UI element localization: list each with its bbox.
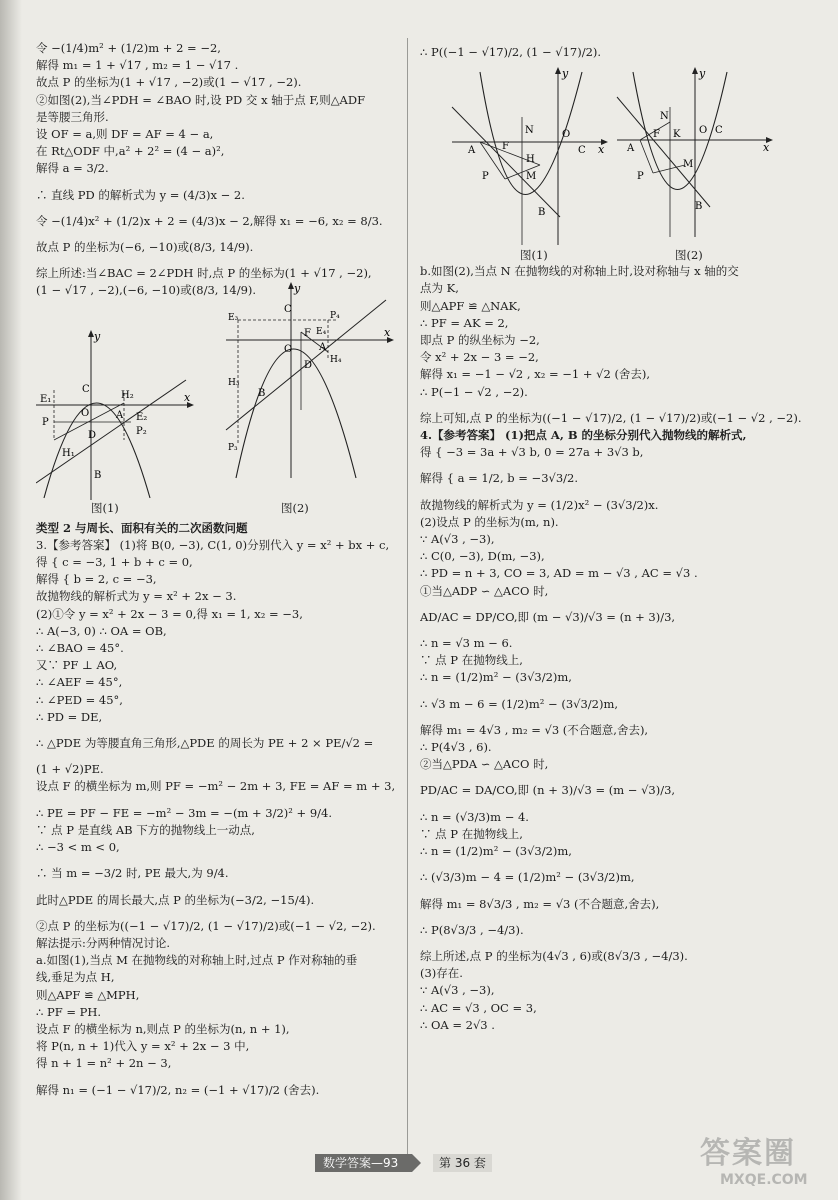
fig2-label: P₃: [228, 442, 238, 453]
text-line: 得 { −3 = 3a + √3 b, 0 = 27a + 3√3 b,: [420, 445, 644, 460]
text-line: (2)设点 P 的坐标为(m, n).: [420, 514, 559, 529]
fig1-label: O: [81, 407, 90, 419]
text-line: ∴ P(−1 − √2 , −2).: [420, 384, 528, 399]
text-line: 解得 m₁ = 4√3 , m₂ = √3 (不合题意,舍去),: [420, 722, 649, 737]
text-line: 解得 n₁ = (−1 − √17)/2, n₂ = (−1 + √17)/2 (舍去).: [36, 1082, 320, 1097]
text-line: ∴ n = (1/2)m² − (3√3/2)m,: [420, 844, 572, 859]
text-line: 解得 m₁ = 8√3/3 , m₂ = √3 (不合题意,舍去),: [420, 896, 660, 911]
fig2-label: O: [284, 343, 293, 355]
text-line: ∴ n = √3 m − 6.: [420, 636, 513, 651]
text-line: ∴ n = (√3/3)m − 4.: [420, 809, 529, 824]
text-line: 故点 P 的坐标为(1 + √17 , −2)或(1 − √17 , −2).: [36, 75, 302, 90]
rfig1-label: N: [525, 125, 534, 137]
text-line: ∴ △PDE 为等腰直角三角形,△PDE 的周长为 PE + 2 × PE/√2 =: [36, 736, 374, 751]
left-column: [36, 40, 396, 1099]
text-line: 综上所述,点 P 的坐标为(4√3 , 6)或(8√3/3 , −4/3).: [420, 948, 688, 963]
text-line: 解得 { a = 1/2, b = −3√3/2.: [420, 471, 579, 486]
text-line: ∵ 点 P 在抛物线上,: [420, 653, 523, 668]
text-line: ∴ P((−1 − √17)/2, (1 − √17)/2).: [420, 45, 602, 59]
text-line: 故点 P 的坐标为(−6, −10)或(8/3, 14/9).: [36, 240, 254, 255]
text-line: ∴ (√3/3)m − 4 = (1/2)m² − (3√3/2)m,: [420, 870, 635, 885]
text-line: 点为 K,: [420, 281, 459, 296]
figure-1-right-diagram: [450, 67, 610, 247]
text-line: ∴ AC = √3 , OC = 3,: [420, 1000, 537, 1015]
text-line: ∵ A(√3 , −3),: [420, 532, 495, 547]
column-divider: [407, 38, 408, 1158]
rfig1-label: C: [578, 145, 586, 157]
fig1-label: P: [42, 416, 49, 428]
text-line: 得 n + 1 = n² + 2n − 3,: [36, 1056, 172, 1071]
text-line: ∴ C(0, −3), D(m, −3),: [420, 549, 545, 564]
text-line: a.如图(1),当点 M 在抛物线的对称轴上时,过点 P 作对称轴的垂: [36, 953, 358, 968]
text-line: 故抛物线的解析式为 y = x² + 2x − 3.: [36, 589, 237, 604]
fig1-label: C: [82, 383, 90, 395]
text-line: 此时△PDE 的周长最大,点 P 的坐标为(−3/2, −15/4).: [36, 892, 315, 907]
text-line: 线,垂足为点 H,: [36, 970, 115, 985]
fig2-label: E₄: [316, 326, 327, 337]
text-line: ∴ P(4√3 , 6).: [420, 740, 492, 755]
fig1-label: B: [94, 469, 102, 481]
text-line: 设点 F 的横坐标为 m,则 PF = −m² − 2m + 3, FE = AF = m + 3,: [36, 779, 396, 794]
text-line: 将 P(n, n + 1)代入 y = x² + 2x − 3 中,: [36, 1039, 250, 1054]
text-line: PD/AC = DA/CO,即 (n + 3)/√3 = (m − √3)/3,: [420, 783, 676, 798]
fig1-label: H₂: [121, 389, 134, 401]
page-footer: [315, 1154, 515, 1172]
text-line: ∴ OA = 2√3 .: [420, 1017, 495, 1032]
text-line: 设点 F 的横坐标为 n,则点 P 的坐标为(n, n + 1),: [36, 1021, 290, 1036]
text-line: ①当△ADP ∽ △ACO 时,: [420, 583, 549, 598]
text-line: (1 − √17 , −2),(−6, −10)或(8/3, 14/9).: [36, 283, 257, 298]
fig1-label: E₁: [40, 393, 52, 405]
text-line: ②如图(2),当∠PDH = ∠BAO 时,设 PD 交 x 轴于点 F,则△ADF: [36, 92, 366, 107]
watermark-url: MXQE.COM: [720, 1172, 808, 1188]
fig1-label: D: [88, 429, 97, 441]
rfig2-label: O: [699, 125, 708, 137]
rfig2-label: F: [653, 129, 660, 141]
answer-heading: 4.【参考答案】 (1)把点 A, B 的坐标分别代入抛物线的解析式,: [420, 428, 747, 443]
text-line: ∴ PD = n + 3, CO = 3, AD = m − √3 , AC = √3 .: [420, 566, 698, 581]
text-line: 又∵ PF ⊥ AO,: [36, 658, 118, 673]
figure-2-caption: 图(2): [281, 500, 309, 515]
text-line: 解得 m₁ = 1 + √17 , m₂ = 1 − √17 .: [36, 58, 239, 73]
rfig1-label: O: [562, 129, 571, 141]
text-line: 故抛物线的解析式为 y = (1/2)x² − (3√3/2)x.: [420, 497, 659, 512]
fig2-label: H₄: [330, 354, 342, 365]
fig1-label-y: y: [94, 329, 101, 343]
rfig2-label-x: x: [763, 141, 770, 155]
text-line: 令 −(1/4)m² + (1/2)m + 2 = −2,: [36, 41, 221, 55]
text-line: 令 x² + 2x − 3 = −2,: [420, 350, 539, 365]
text-line: ∵ A(√3 , −3),: [420, 983, 495, 998]
text-line: ∵ 点 P 是直线 AB 下方的抛物线上一动点,: [36, 822, 255, 837]
rfig1-label-x: x: [598, 143, 605, 157]
text-line: ∴ √3 m − 6 = (1/2)m² − (3√3/2)m,: [420, 696, 619, 711]
text-line: ∵ 点 P 在抛物线上,: [420, 826, 523, 841]
rfig2-label: N: [660, 111, 669, 123]
text-line: ∴ ∠BAO = 45°.: [36, 641, 124, 656]
text-line: b.如图(2),当点 N 在抛物线的对称轴上时,设对称轴与 x 轴的交: [420, 264, 739, 279]
text-line: 解法提示:分两种情况讨论.: [36, 935, 171, 950]
rfig2-label: K: [673, 129, 681, 141]
text-line: (3)存在.: [420, 966, 463, 981]
text-line: 在 Rt△ODF 中,a² + 2² = (4 − a)²,: [36, 144, 225, 159]
page-edge-shadow: [0, 0, 22, 1200]
text-line: ∴ PD = DE,: [36, 709, 103, 724]
text-line: ∴ ∠PED = 45°,: [36, 692, 123, 707]
rfig1-label: M: [526, 171, 537, 183]
fig1-label: H₁: [62, 447, 75, 459]
text-line: 则△APF ≌ △MPH,: [36, 987, 140, 1002]
text-line: ∴ P(8√3/3 , −4/3).: [420, 922, 524, 937]
rfig2-label: M: [683, 159, 694, 171]
text-line: ∴ −3 < m < 0,: [36, 840, 120, 855]
figure-2-right-diagram: [615, 67, 775, 247]
fig2-label-x: x: [384, 325, 391, 339]
figure-1-diagram: [36, 328, 196, 503]
fig2-label: E₃: [228, 312, 239, 323]
text-line: 解得 a = 3/2.: [36, 161, 109, 176]
fig1-label: P₂: [136, 425, 147, 437]
text-line: ∴ PF = PH.: [36, 1004, 102, 1019]
text-line: 得 { c = −3, 1 + b + c = 0,: [36, 555, 193, 570]
fig2-label: C: [284, 303, 292, 315]
fig1-label: A: [116, 409, 124, 421]
rfig2-label: C: [715, 125, 723, 137]
text-line: ∴ ∠AEF = 45°,: [36, 675, 123, 690]
text-line: ∴ 当 m = −3/2 时, PE 最大,为 9/4.: [36, 866, 229, 881]
right-figure-1-caption: 图(1): [520, 248, 548, 263]
fig2-label: A: [319, 341, 327, 353]
text-line: 则△APF ≌ △NAK,: [420, 298, 521, 313]
fig2-label: H₃: [228, 377, 240, 388]
right-figures: [420, 67, 805, 263]
text-line: (1 + √2)PE.: [36, 762, 104, 777]
text-line: 是等腰三角形.: [36, 109, 109, 124]
figure-2-diagram: [216, 280, 396, 480]
rfig1-label: F: [502, 141, 509, 153]
text-line: 3.【参考答案】 (1)将 B(0, −3), C(1, 0)分别代入 y = x² + bx + c,: [36, 537, 390, 552]
right-column: [420, 44, 805, 1034]
footer-page-tag: 数学答案—93: [315, 1154, 412, 1172]
text-line: 解得 x₁ = −1 − √2 , x₂ = −1 + √2 (舍去),: [420, 367, 651, 382]
rfig2-label-y: y: [699, 67, 706, 81]
fig1-label-x: x: [184, 390, 191, 404]
rfig2-label: A: [627, 143, 635, 155]
text-line: ②当△PDA ∽ △ACO 时,: [420, 757, 549, 772]
fig2-label: B: [258, 387, 266, 399]
text-line: 即点 P 的纵坐标为 −2,: [420, 333, 540, 348]
fig2-label: P₄: [330, 310, 340, 321]
text-line: (2)①令 y = x² + 2x − 3 = 0,得 x₁ = 1, x₂ = −3,: [36, 606, 303, 621]
text-line: 解得 { b = 2, c = −3,: [36, 572, 157, 587]
text-line: ∴ PF = AK = 2,: [420, 315, 509, 330]
section-heading: 类型 2 与周长、面积有关的二次函数问题: [36, 520, 248, 535]
rfig1-label: B: [538, 207, 546, 219]
fig2-label: F: [304, 327, 311, 339]
text-line: ∴ PE = PF − FE = −m² − 3m = −(m + 3/2)² + 9/4.: [36, 805, 332, 820]
watermark-logo: [700, 1128, 830, 1188]
text-line: ∴ 直线 PD 的解析式为 y = (4/3)x − 2.: [36, 187, 245, 202]
text-line: ∴ A(−3, 0) ∴ OA = OB,: [36, 623, 167, 638]
text-line: 综上可知,点 P 的坐标为((−1 − √17)/2, (1 − √17)/2)或(−1 − √2 , −2).: [420, 410, 802, 425]
rfig2-label: P: [637, 171, 644, 183]
fig1-label: E₂: [136, 411, 148, 423]
fig2-label-y: y: [294, 281, 301, 295]
rfig1-label: P: [482, 171, 489, 183]
rfig2-label: B: [695, 201, 703, 213]
rfig1-label: H: [526, 154, 535, 166]
text-line: AD/AC = DP/CO,即 (m − √3)/√3 = (n + 3)/3,: [420, 609, 676, 624]
rfig1-label-y: y: [562, 67, 569, 81]
text-line: 设 OF = a,则 DF = AF = 4 − a,: [36, 127, 214, 142]
watermark-text: 答案圈: [700, 1136, 796, 1171]
rfig1-label: A: [468, 145, 476, 157]
text-line: ②点 P 的坐标为((−1 − √17)/2, (1 − √17)/2)或(−1 − √2, −2).: [36, 918, 376, 933]
figure-1-caption: 图(1): [91, 500, 119, 515]
text-line: 综上所述:当∠BAC = 2∠PDH 时,点 P 的坐标为(1 + √17 , −2),: [36, 266, 372, 281]
text-line: 令 −(1/4)x² + (1/2)x + 2 = (4/3)x − 2,解得 x₁ = −6, x₂ = 8/3.: [36, 213, 383, 228]
text-line: ∴ n = (1/2)m² − (3√3/2)m,: [420, 670, 572, 685]
footer-set-number: 第 36 套: [433, 1154, 492, 1172]
right-figure-2-caption: 图(2): [675, 248, 703, 263]
fig2-label: D: [304, 359, 313, 371]
